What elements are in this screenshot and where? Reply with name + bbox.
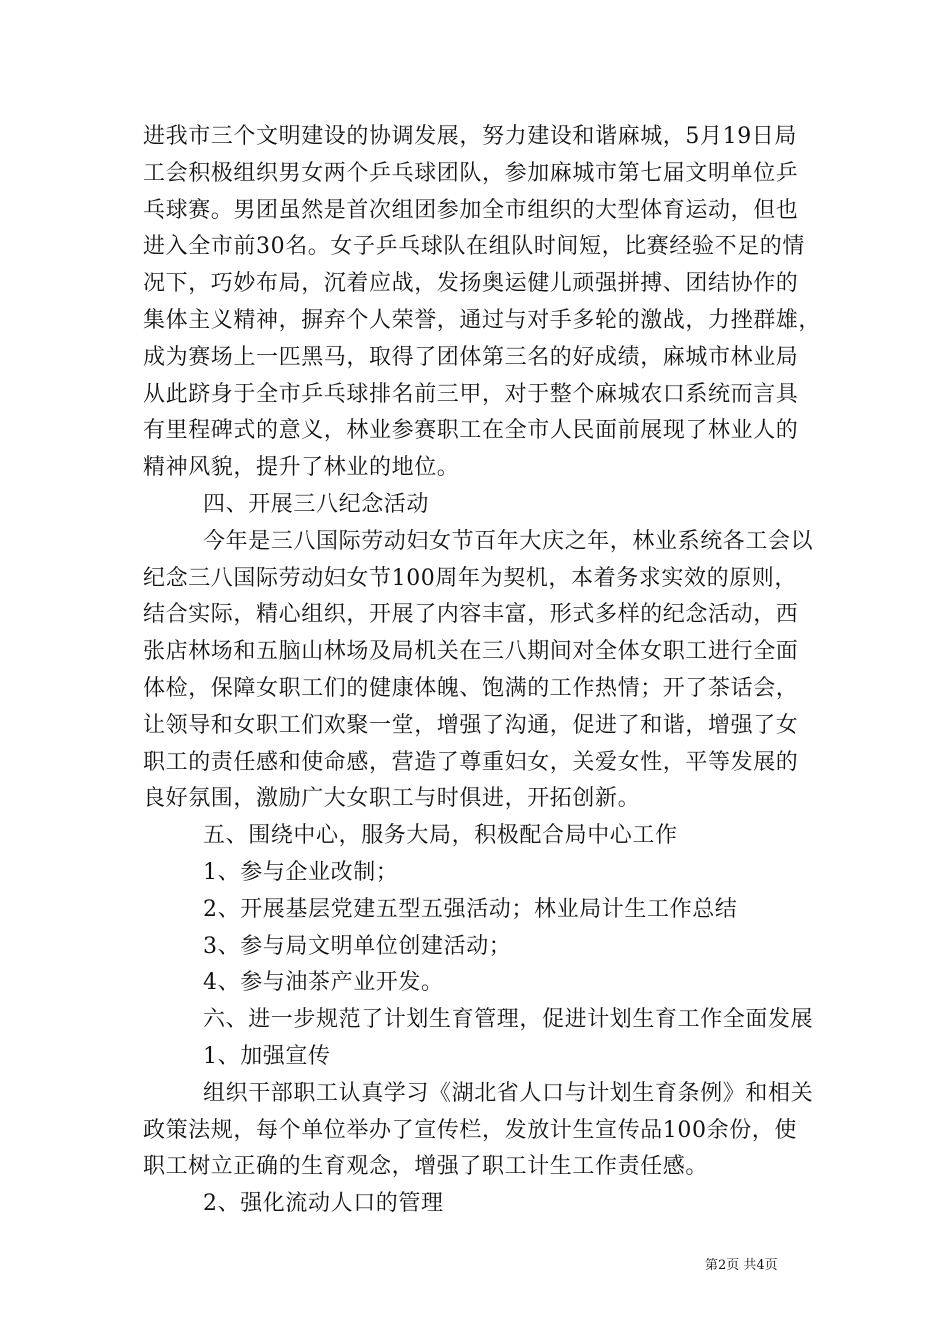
text-line: 工会积极组织男女两个乒乓球团队，参加麻城市第七届文明单位乒 xyxy=(143,160,799,186)
text-line: 张店林场和五脑山林场及局机关在三八期间对全体女职工进行全面 xyxy=(143,639,799,665)
text-line: 3、参与局文明单位创建活动； xyxy=(203,933,512,959)
text-line: 集体主义精神，摒弃个人荣誉，通过与对手多轮的激战，力挫群雄， xyxy=(143,307,822,333)
text-line: 六、进一步规范了计划生育管理，促进计划生育工作全面发展 xyxy=(203,1007,814,1033)
document-body xyxy=(143,119,822,1223)
text-line: 精神风貌，提升了林业的地位。 xyxy=(143,455,460,481)
text-line: 进入全市前30名。女子乒乓球队在组队时间短，比赛经验不足的情 xyxy=(143,234,805,260)
text-line: 乓球赛。男团虽然是首次组团参加全市组织的大型体育运动，但也 xyxy=(143,197,799,223)
text-line: 政策法规，每个单位举办了宣传栏，发放计生宣传品100余份，使 xyxy=(143,1117,797,1143)
text-line: 体检，保障女职工们的健康体魄、饱满的工作热情；开了茶话会， xyxy=(143,675,799,701)
text-line: 况下，巧妙布局，沉着应战，发扬奥运健儿顽强拼搏、团结协作的 xyxy=(143,271,799,297)
text-line: 今年是三八国际劳动妇女节百年大庆之年，林业系统各工会以 xyxy=(203,528,814,554)
text-line: 让领导和女职工们欢聚一堂，增强了沟通，促进了和谐，增强了女 xyxy=(143,712,799,738)
text-line: 从此跻身于全市乒乓球排名前三甲，对于整个麻城农口系统而言具 xyxy=(143,381,799,407)
text-line: 进我市三个文明建设的协调发展，努力建设和谐麻城，5月19日局 xyxy=(143,124,797,149)
text-line: 结合实际，精心组织，开展了内容丰富，形式多样的纪念活动，西 xyxy=(143,602,799,628)
text-line: 1、加强宣传 xyxy=(203,1043,331,1069)
text-line: 组织干部职工认真学习《湖北省人口与计划生育条例》和相关 xyxy=(203,1080,814,1106)
text-line: 四、开展三八纪念活动 xyxy=(203,491,430,517)
text-line: 职工的责任感和使命感，营造了尊重妇女，关爱女性，平等发展的 xyxy=(143,749,799,775)
text-line: 职工树立正确的生育观念，增强了职工计生工作责任感。 xyxy=(143,1154,709,1180)
text-line: 良好氛围，激励广大女职工与时俱进，开拓创新。 xyxy=(143,786,641,812)
text-line: 纪念三八国际劳动妇女节100周年为契机，本着务求实效的原则， xyxy=(143,565,797,591)
text-line: 有里程碑式的意义，林业参赛职工在全市人民面前展现了林业人的 xyxy=(143,418,799,444)
text-line: 成为赛场上一匹黑马，取得了团体第三名的好成绩，麻城市林业局 xyxy=(143,344,799,370)
text-line: 五、围绕中心，服务大局，积极配合局中心工作 xyxy=(203,823,678,849)
page-footer: 第2页 共4页 xyxy=(705,1258,778,1273)
text-line: 2、开展基层党建五型五强活动；林业局计生工作总结 xyxy=(203,896,738,922)
text-line: 2、强化流动人口的管理 xyxy=(203,1191,444,1217)
text-line: 4、参与油茶产业开发。 xyxy=(203,970,444,996)
text-line: 1、参与企业改制； xyxy=(203,859,399,885)
